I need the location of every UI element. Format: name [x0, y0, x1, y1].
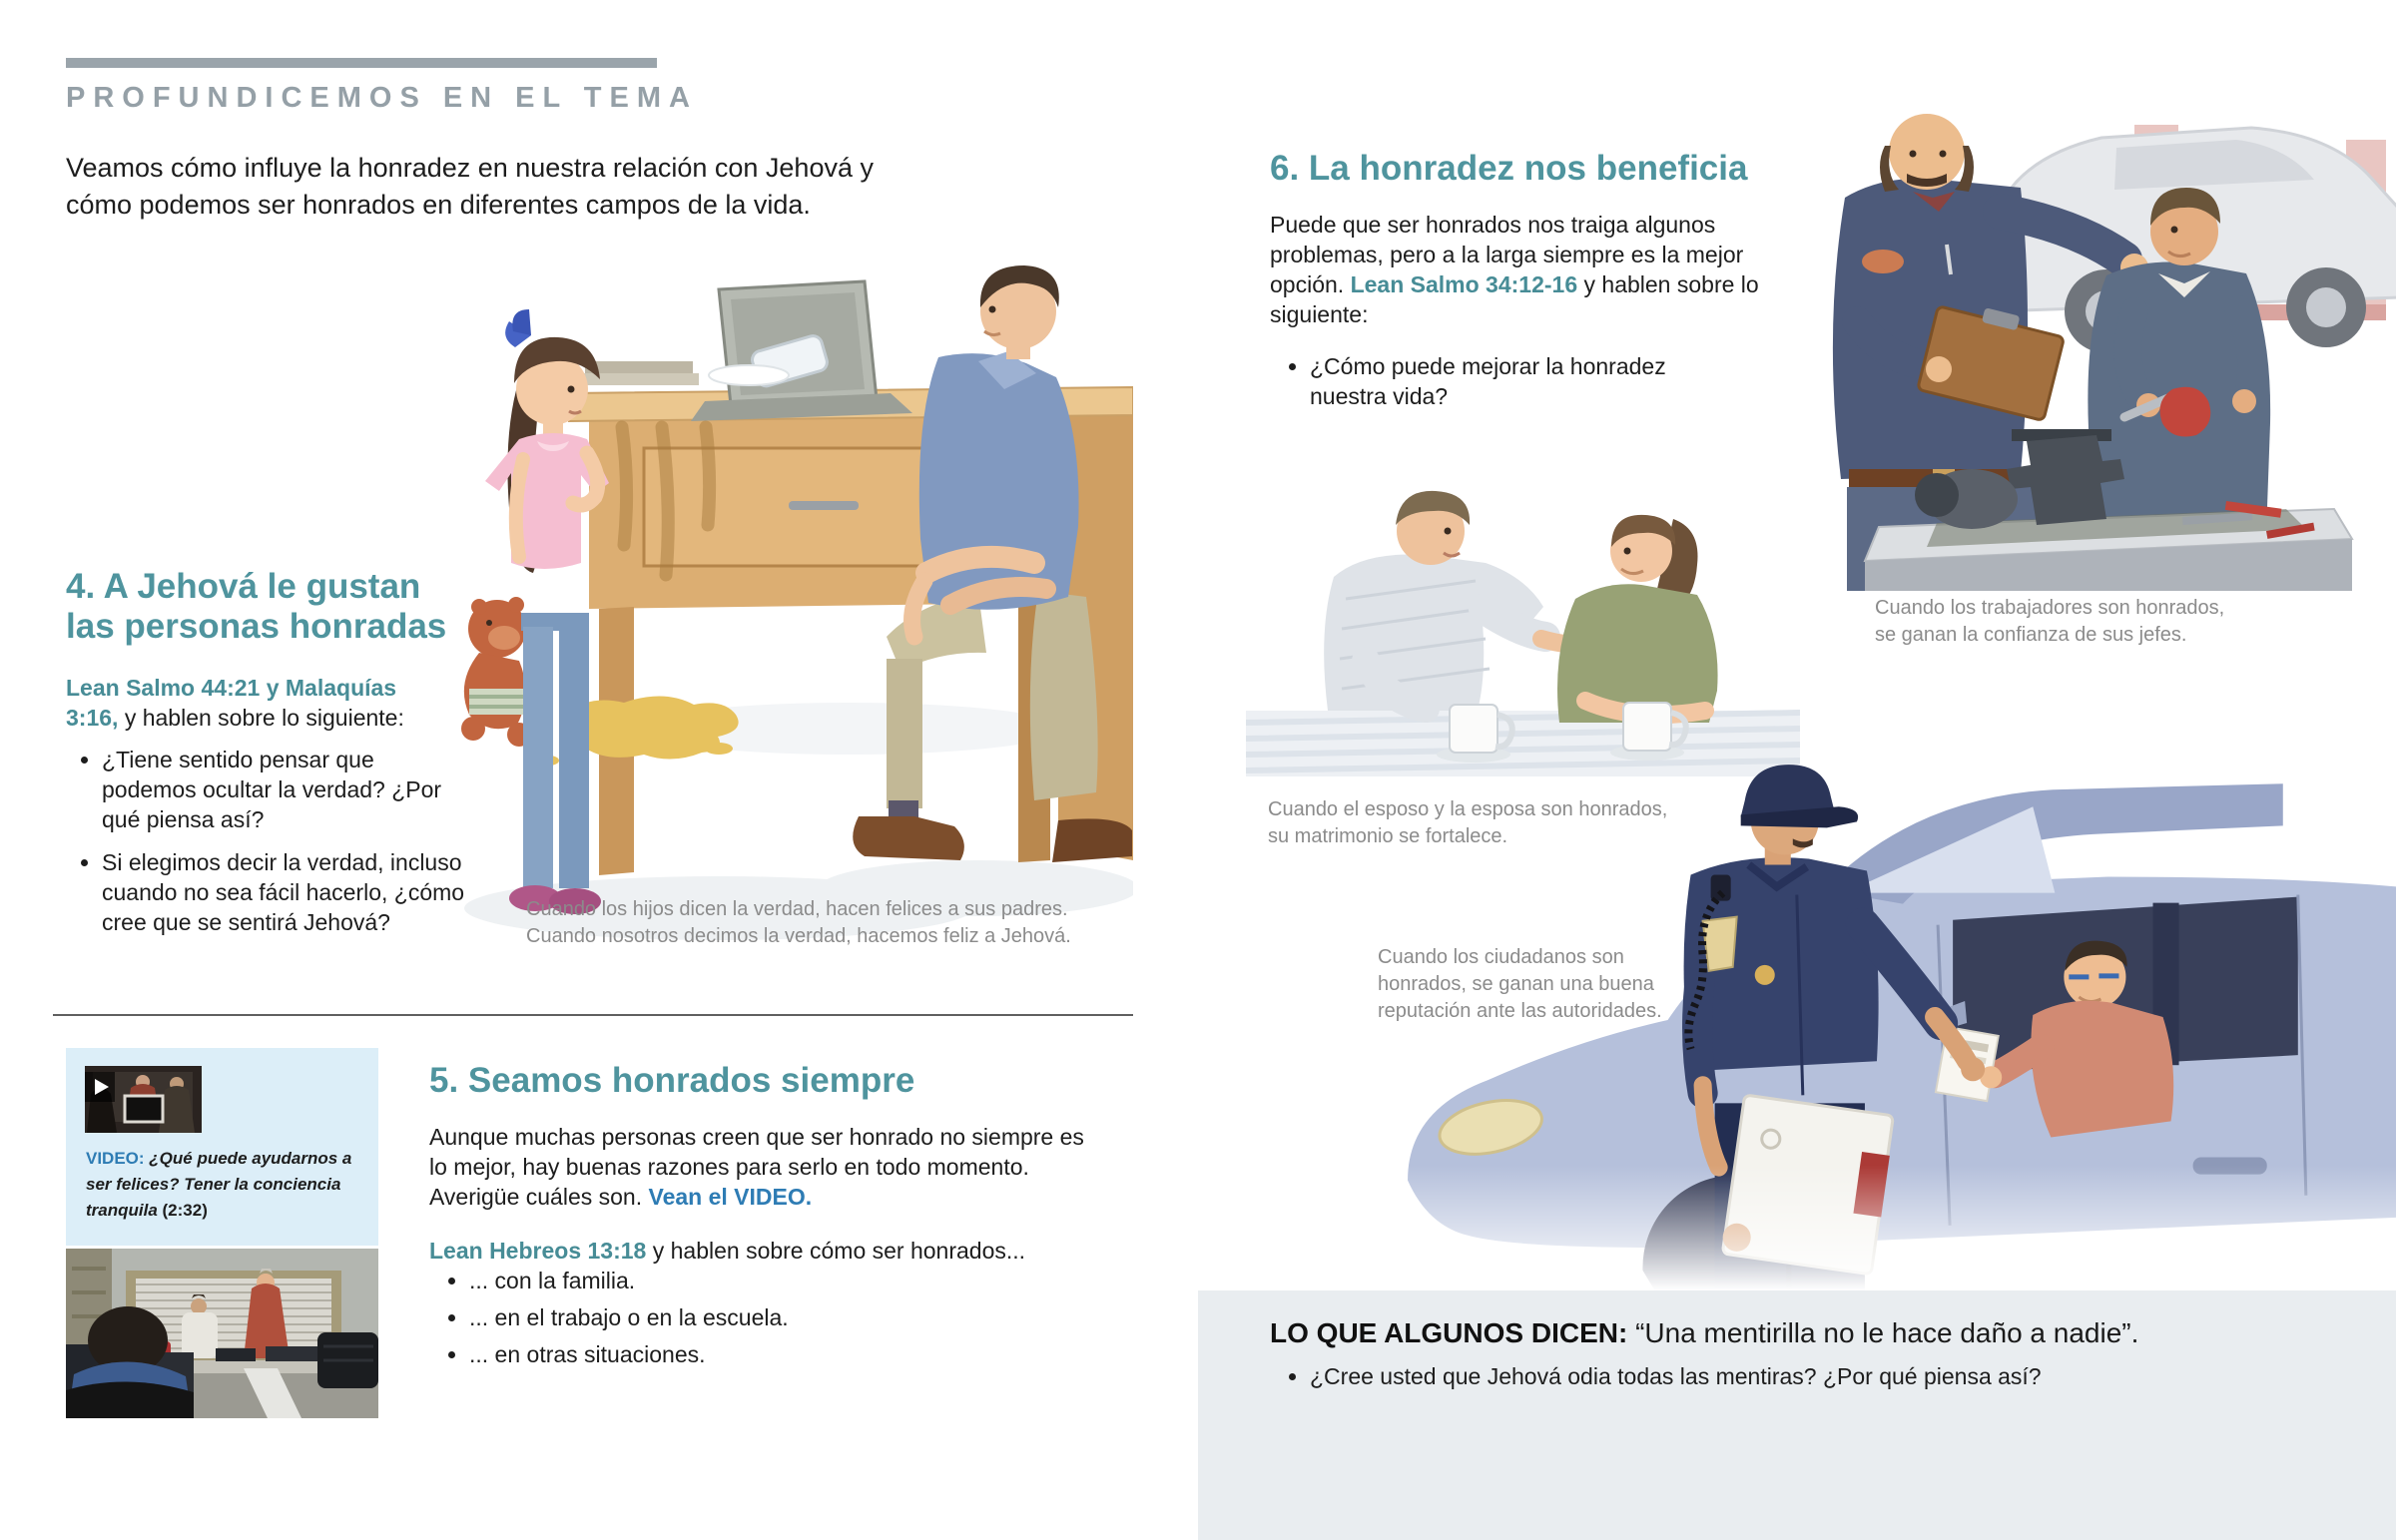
section6-bullets [1274, 351, 1709, 411]
quote-box-quote: “Una mentirilla no le hace daño a nadie”. [1627, 1317, 2139, 1348]
illustration-mechanics [1787, 70, 2396, 591]
intro-text: Veamos cómo influye la honradez en nuestra relación con Jehová y cómo podemos ser honrados en diferentes campos de la vida. [66, 153, 874, 220]
police-svg [1393, 725, 2396, 1290]
video-title[interactable]: ¿Qué puede ayudarnos a ser felices? Tener la conciencia tranquila [86, 1149, 352, 1220]
list-item: • Si elegimos decir la verdad, incluso cuando no sea fácil hacerlo, ¿cómo cree que se sentirá Jehová? [102, 847, 467, 937]
section6-title: 6. La honradez nos beneficia [1270, 149, 1748, 188]
list-item: • ... en otras situaciones. [469, 1339, 968, 1369]
video-thumbnail[interactable] [85, 1066, 202, 1133]
section-kicker: PROFUNDICEMOS EN EL TEMA [66, 82, 698, 114]
section5-scripture [429, 1236, 1128, 1266]
mechanics-svg [1787, 70, 2396, 591]
video-caption [86, 1146, 363, 1224]
section4-bullets [66, 745, 467, 950]
section6-scripture-link[interactable]: Lean Salmo 34:12-16 [1350, 271, 1578, 297]
quote-box-bullets [1274, 1361, 2208, 1391]
video-duration: (2:32) [162, 1201, 208, 1220]
section4-scripture-rest: y hablen sobre lo siguiente: [118, 705, 404, 731]
section-divider [53, 1014, 1133, 1016]
section6-paragraph-text: Puede que ser honrados nos traiga algunos problemas, pero a la larga siempre es la mejor opción. [1270, 212, 1744, 297]
section5-title: 5. Seamos honrados siempre [429, 1061, 915, 1100]
section5-bullets [433, 1266, 968, 1376]
couple-caption: Cuando el esposo y la esposa son honrados, su matrimonio se fortalece. [1268, 798, 1668, 847]
section4-scripture [66, 673, 437, 733]
illustration-father-daughter [419, 261, 1133, 955]
mechanics-caption: Cuando los trabajadores son honrados, se ganan la confianza de sus jefes. [1875, 597, 2225, 646]
section5-scripture-link[interactable]: Lean Hebreos 13:18 [429, 1238, 647, 1264]
section4-scripture-link[interactable]: Lean Salmo 44:21 y Malaquías 3:16, [66, 675, 397, 731]
quote-box-heading [1270, 1317, 2138, 1349]
list-item: • ¿Cómo puede mejorar la honradez nuestra vida? [1310, 351, 1709, 411]
office-photo-svg [66, 1249, 378, 1418]
section5-paragraph [429, 1122, 1088, 1212]
section4-title: 4. A Jehová le gustan las personas honradas [66, 567, 447, 646]
video-box [66, 1048, 378, 1246]
list-item: • ... en el trabajo o en la escuela. [469, 1302, 968, 1332]
section6-paragraph [1270, 210, 1774, 329]
list-item: • ¿Tiene sentido pensar que podemos ocultar la verdad? ¿Por qué piensa así? [102, 745, 467, 834]
list-item: • ... con la familia. [469, 1266, 968, 1295]
section5-scripture-rest: y hablen sobre cómo ser honrados... [646, 1238, 1026, 1264]
illustration-police [1393, 725, 2396, 1290]
section5-video-link[interactable]: Vean el VIDEO. [648, 1184, 813, 1210]
section5-paragraph-text: Aunque muchas personas creen que ser honrado no siempre es lo mejor, hay buenas razones para serlo en todo momento. Averigüe cuáles son. [429, 1124, 1084, 1210]
quote-box-label: LO QUE ALGUNOS DICEN: [1270, 1317, 1628, 1348]
police-caption: Cuando los ciudadanos son honrados, se ganan una buena reputación ante las autoridades. [1378, 946, 1662, 1022]
video-thumbnail-svg[interactable] [85, 1066, 202, 1133]
father-daughter-svg [419, 261, 1133, 955]
list-item: • ¿Cree usted que Jehová odia todas las mentiras? ¿Por qué piensa así? [1310, 1361, 2208, 1391]
photo-office-scene [66, 1249, 378, 1418]
section4-caption: Cuando los hijos dicen la verdad, hacen felices a sus padres. Cuando nosotros decimos la verdad, hacemos feliz a Jehová. [526, 898, 1071, 947]
section6-scripture-rest: y hablen sobre lo siguiente: [1270, 271, 1759, 327]
video-label: VIDEO: [86, 1149, 145, 1168]
kicker-bar [66, 58, 657, 68]
